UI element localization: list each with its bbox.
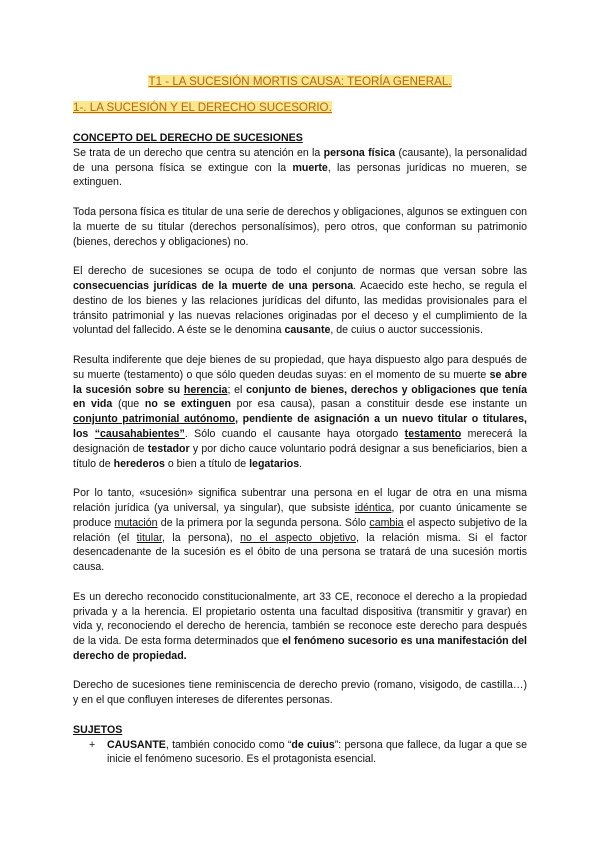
sujetos-heading: SUJETOS [73,723,123,736]
paragraph-6: Es un derecho reconocido constitucionalmente, art 33 CE, reconoce el derecho a la propiedad privada y a la herencia. El propietario ostenta una facultad dispositiva (transmitir y gravar) en vida y, reconociendo el derecho de herencia, también se reconoce este derecho para después de la vida. De esta forma determinados que el fenómeno sucesorio es una manifestación del derecho de propiedad. [73,590,527,662]
concepto-heading: CONCEPTO DEL DERECHO DE SUCESIONES [73,132,303,144]
list-item: + CAUSANTE, también conocido como “de cuius”: persona que fallece, da lugar a que se inicie el fenómeno sucesorio. Es el protagonista esencial. [89,738,527,766]
paragraph-7: Derecho de sucesiones tiene reminiscencia de derecho previo (romano, visigodo, de castilla…) y en el que confluyen intereses de diferentes personas. [73,679,527,707]
paragraph-5: Por lo tanto, «sucesión» significa subentrar una persona en el lugar de otra en una misma relación jurídica (ya universal, ya singular), que subsiste idéntica, por cuanto únicamente se produce mutación de la primera por la segunda persona. Sólo cambia el aspecto subjetivo de la relación (el titular, la persona), no el aspecto objetivo, la relación misma. Si el factor desencadenante de la sucesión es el óbito de una persona se tratará de una sucesión mortis causa. [73,487,528,574]
sujetos-list [73,738,527,768]
paragraph-4: Resulta indiferente que deje bienes de su propiedad, que haya dispuesto algo para después de su muerte (testamento) o que sólo queden deudas suyas: en el momento de su muerte se abre la sucesión sobre su herencia; el conjunto de bienes, derechos y obligaciones que tenía en vida (que no se extinguen por esa causa), pasan a constituir desde ese instante un conjunto patrimonial autónomo, pendiente de asignación a un nuevo titular o titulares, los “causahabientes”. Sólo cuando el causante haya otorgado testamento merecerá la designación de testador y por dicho cauce voluntario podrá designar a sus beneficiarios, bien a título de herederos o bien a título de legatarios. [73,353,528,470]
paragraph-3: El derecho de sucesiones se ocupa de todo el conjunto de normas que versan sobre las consecuencias jurídicas de la muerte de una persona. Acaecido este hecho, se regula el destino de los bienes y las relaciones jurídicas del difunto, las medidas provisionales para el tránsito patrimonial y las nuevas relaciones originadas por el deceso y el cumplimiento de la voluntad del fallecido. A éste se le denomina causante, de cuius o auctor successionis. [73,265,527,337]
paragraph-2: Toda persona física es titular de una serie de derechos y obligaciones, algunos se extinguen con la muerte de su titular (derechos personalísimos), pero otros, que conforman su patrimonio (bienes, derechos y obligaciones) no. [73,205,527,248]
section-heading: 1-. LA SUCESIÓN Y EL DERECHO SUCESORIO. [73,101,332,114]
bullet-plus-icon: + [89,738,96,751]
document-body [73,131,527,767]
doc-title: T1 - LA SUCESIÓN MORTIS CAUSA: TEORÍA GENERAL. [148,75,452,88]
paragraph-1: Se trata de un derecho que centra su atención en la persona física (causante), la personalidad de una persona física se extingue con la muerte, las personas jurídicas no mueren, se extinguen. [73,146,527,189]
